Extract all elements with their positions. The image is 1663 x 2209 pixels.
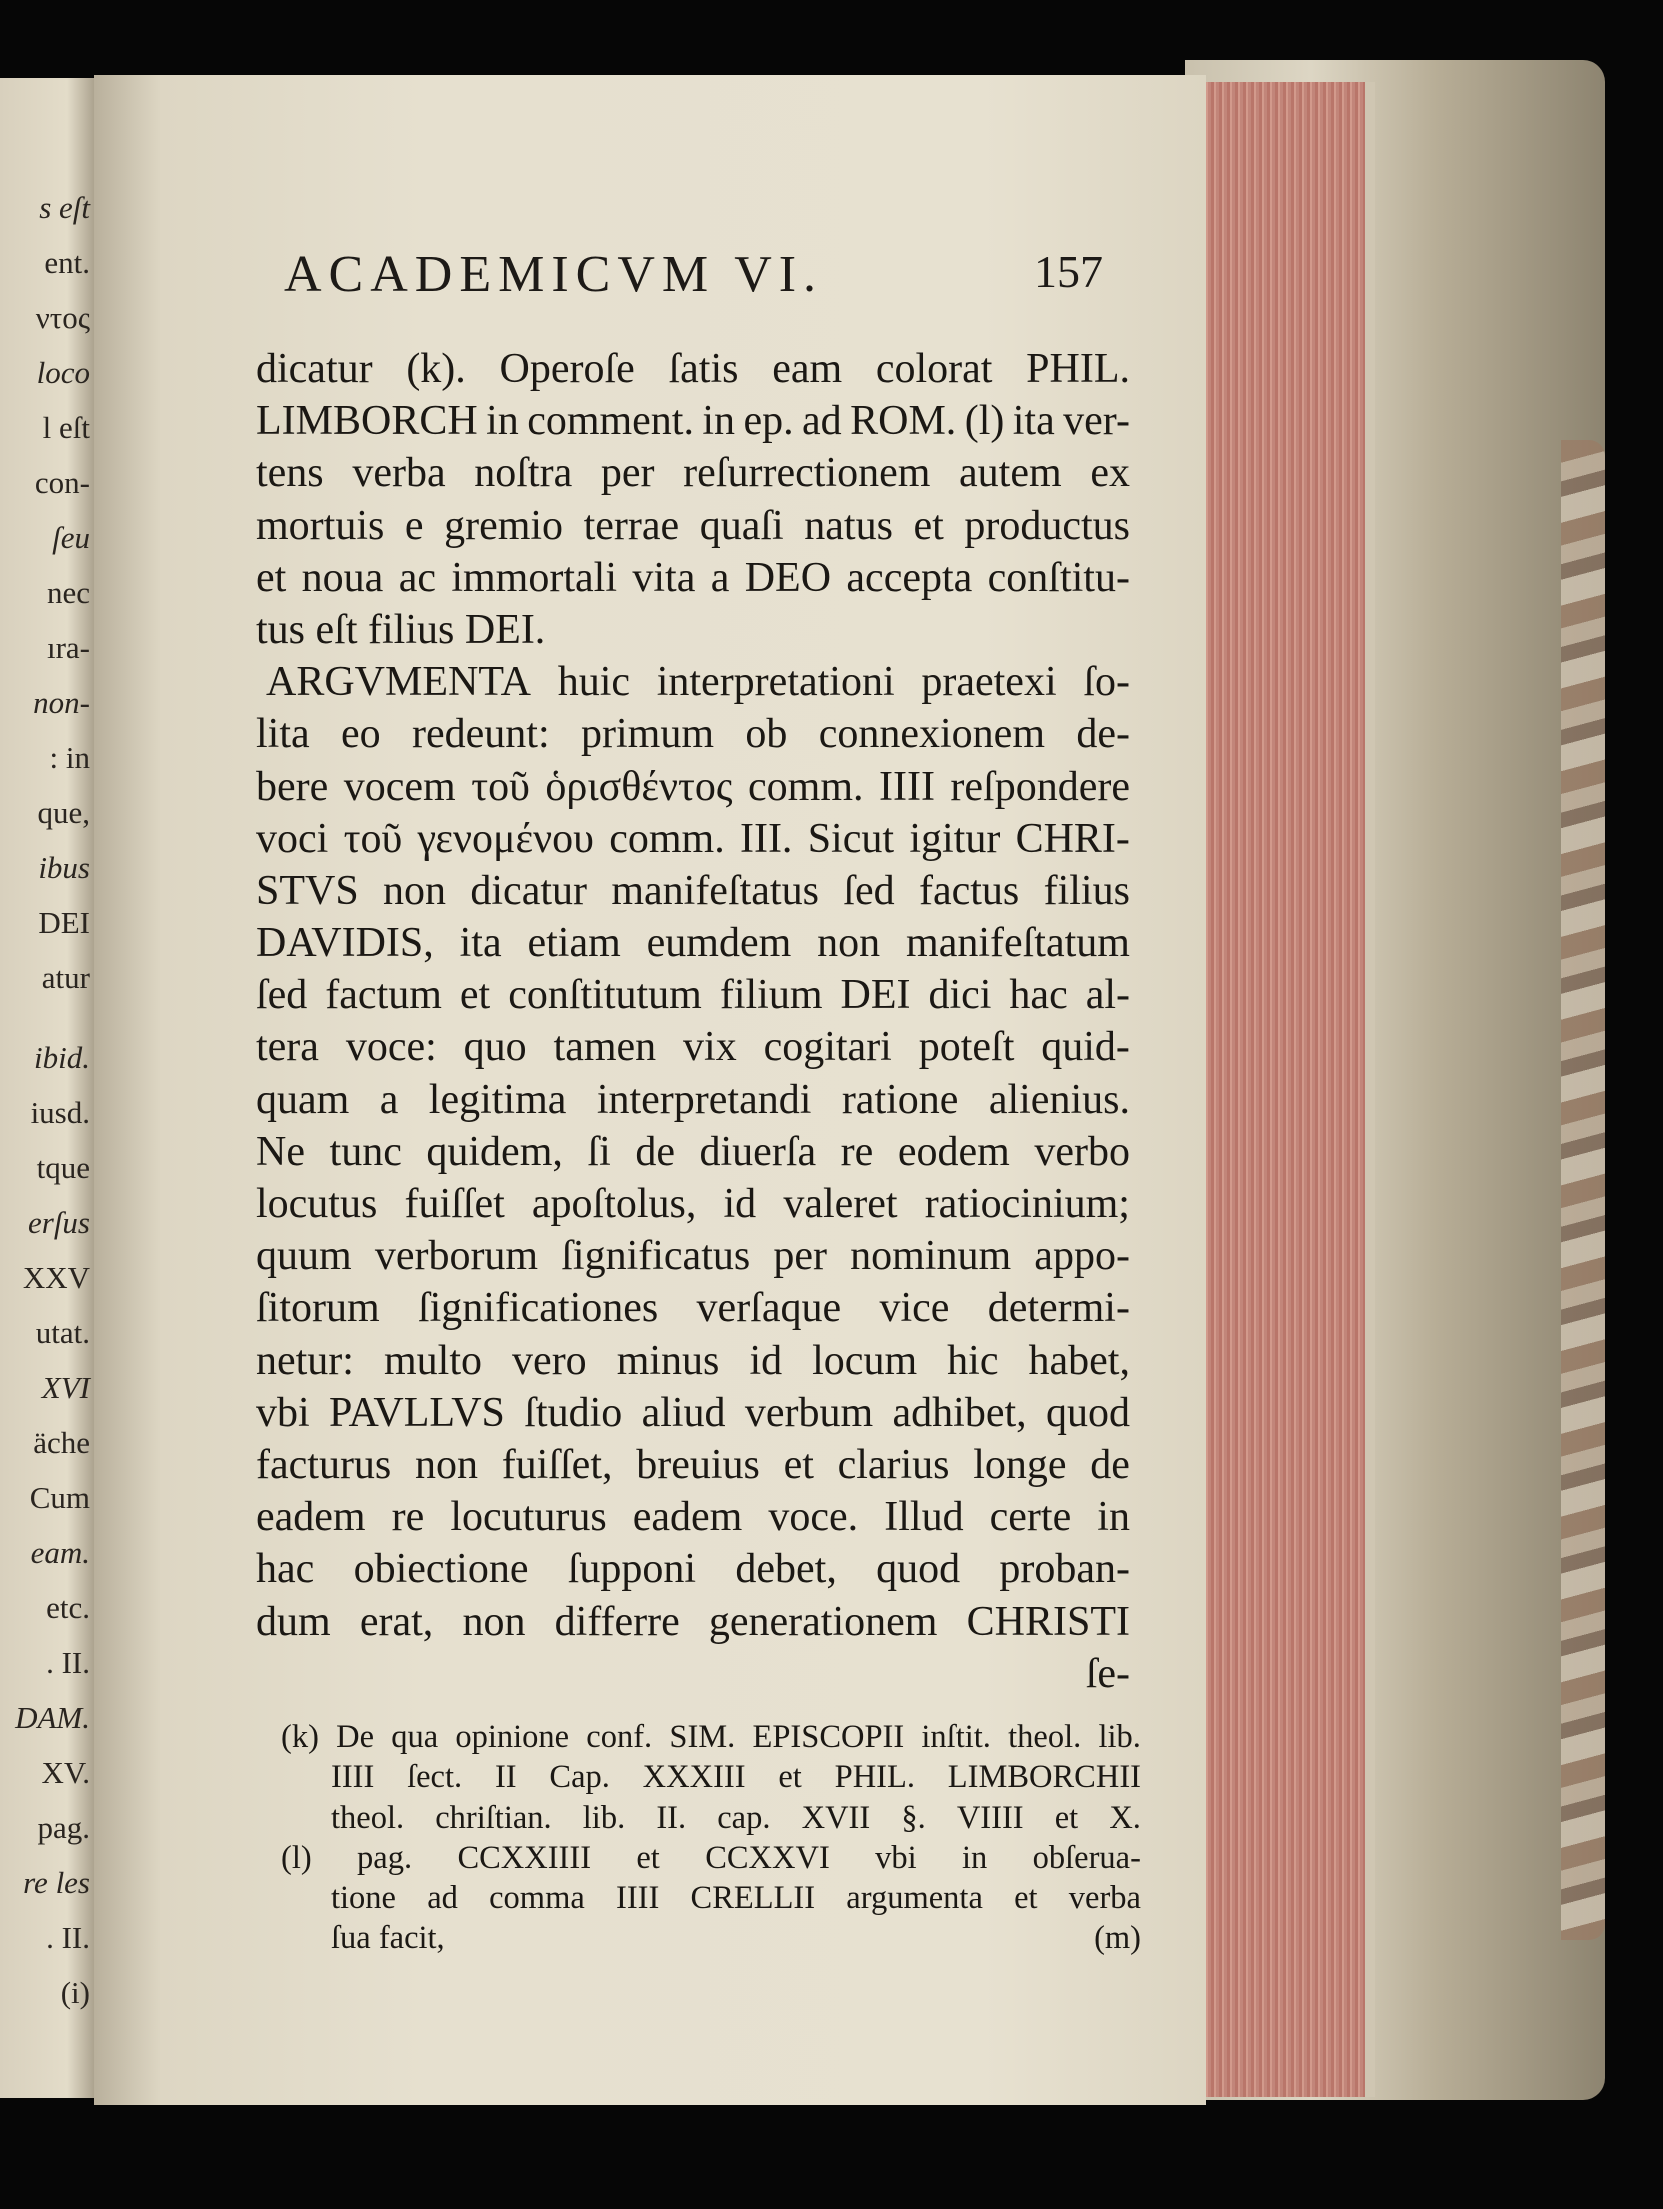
word: ex [1090, 450, 1130, 497]
word: generationem [708, 1598, 938, 1645]
word: CHRI- [1015, 815, 1130, 862]
word: quidem, [426, 1128, 563, 1175]
word: argumenta [846, 1880, 983, 1917]
word: quaſi [699, 502, 784, 549]
word: quid- [1041, 1024, 1130, 1071]
footnote-line [281, 1838, 1141, 1878]
word: DEO [744, 554, 832, 601]
word: filius [1043, 867, 1130, 914]
word: huic [557, 659, 630, 706]
word: de [1090, 1441, 1130, 1488]
word: fuiſſet, [501, 1441, 613, 1488]
word: determi- [987, 1285, 1130, 1332]
body-line [256, 1439, 1130, 1491]
left-page-fragment: tque [36, 1150, 90, 1185]
word: eodem [897, 1128, 1010, 1175]
word: ſed [256, 972, 308, 1019]
fore-edge-page-stack [1195, 82, 1375, 2097]
word: LIMBORCHII [947, 1759, 1141, 1796]
left-page-fragment: pag. [37, 1810, 90, 1845]
word: debet, [735, 1546, 837, 1593]
word: re [391, 1494, 425, 1541]
word: inſtit. [921, 1719, 991, 1755]
word: et [783, 1441, 814, 1488]
word: opinione [455, 1719, 570, 1755]
word: verba [1068, 1880, 1141, 1917]
word: STVS [256, 867, 359, 914]
word: (l) [964, 398, 1005, 445]
word: quum [256, 1233, 352, 1280]
word: proban- [999, 1546, 1130, 1593]
word: adhibet, [892, 1389, 1027, 1436]
word: cogitari [763, 1024, 892, 1071]
word: ſupponi [567, 1546, 697, 1593]
word: lita [256, 711, 310, 758]
word: III. [739, 815, 793, 862]
word: dici [928, 972, 992, 1019]
word: factus [918, 867, 1020, 914]
word: vita [632, 554, 696, 601]
word: DEI [840, 972, 911, 1019]
word: lib. [582, 1799, 626, 1836]
left-page-fragment: . II. [46, 1920, 90, 1955]
word: CRELLII [690, 1880, 816, 1917]
word: dicatur [256, 346, 373, 392]
word: productus [964, 502, 1130, 549]
word: PAVLLVS [329, 1389, 505, 1436]
body-line [256, 761, 1130, 813]
body-line [256, 1074, 1130, 1126]
body-line [256, 656, 1130, 708]
body-line [256, 1230, 1130, 1282]
body-line [256, 708, 1130, 760]
word: IIII [616, 1880, 660, 1917]
body-line [256, 1335, 1130, 1387]
word: dum [256, 1598, 331, 1645]
word: facturus [256, 1441, 392, 1488]
word: breuius [636, 1441, 760, 1488]
word: eo [341, 711, 381, 758]
word: redeunt: [412, 711, 550, 758]
running-title: ACADEMICVM VI. [284, 246, 824, 303]
left-page-fragment: ibus [38, 850, 90, 885]
word: autem [959, 450, 1062, 497]
word: ver- [1063, 398, 1130, 445]
word: multo [384, 1337, 483, 1384]
word: IIII [331, 1759, 375, 1796]
word: natus [804, 502, 893, 549]
word: conf. [586, 1719, 653, 1755]
word: legitima [428, 1076, 567, 1123]
body-line [256, 1491, 1130, 1543]
footnote-line [281, 1717, 1141, 1757]
word: II. [656, 1799, 687, 1836]
word: tens [256, 450, 324, 497]
word: appo- [1034, 1233, 1130, 1280]
word: id [749, 1337, 783, 1384]
word: SIM. [669, 1719, 736, 1755]
page-number: 157 [1034, 246, 1103, 297]
left-page-fragment: loco [36, 355, 90, 390]
word: eadem [632, 1494, 743, 1541]
word: in [486, 398, 519, 445]
word: vbi [256, 1389, 310, 1436]
body-line [256, 1282, 1130, 1334]
body-line [256, 1387, 1130, 1439]
left-page-fragment: DAM. [15, 1700, 90, 1735]
word: tamen [553, 1024, 657, 1071]
word: differre [554, 1598, 680, 1645]
catchword-text: ſe- [1085, 1650, 1130, 1697]
word: alienius. [988, 1076, 1130, 1123]
word: non [462, 1598, 526, 1645]
body-line [256, 917, 1130, 969]
body-line [256, 1596, 1130, 1648]
left-page-fragment: XVI [41, 1370, 90, 1405]
word: pag. [357, 1839, 413, 1876]
left-page-fragment: äche [33, 1425, 90, 1460]
word: tera [256, 1024, 319, 1071]
word: hac [1009, 972, 1068, 1019]
word: eumdem [646, 920, 792, 967]
word: γενομένου [417, 815, 594, 862]
word: non [817, 920, 881, 967]
word: immortali [451, 554, 617, 601]
word: etiam [527, 920, 621, 967]
word: minus [616, 1337, 720, 1384]
left-page-fragment: ent. [44, 245, 90, 280]
left-page-fragment: ντος [35, 300, 90, 335]
word: verbo [1034, 1128, 1130, 1175]
word: netur: [256, 1337, 354, 1384]
footnotes [281, 1717, 1141, 1959]
left-page-fragment: s eſt [39, 190, 90, 225]
word: ratione [841, 1076, 959, 1123]
body-line [256, 969, 1130, 1021]
word: comm. [609, 815, 725, 862]
word: hic [947, 1337, 999, 1384]
word: (k) [281, 1719, 319, 1755]
word: noua [301, 554, 384, 601]
word: voce: [345, 1024, 437, 1071]
word: obſerua- [1032, 1839, 1141, 1876]
word: tione [331, 1880, 396, 1917]
word: tunc [329, 1128, 402, 1175]
word: et [1054, 1799, 1079, 1836]
word: verſaque [696, 1285, 842, 1332]
word: a [379, 1076, 399, 1123]
word: et [459, 972, 491, 1019]
word: ſed [843, 867, 895, 914]
word: CHRISTI [966, 1598, 1130, 1645]
word: bere [256, 763, 329, 810]
word: interpretandi [596, 1076, 812, 1123]
left-page-fragment: eam. [30, 1535, 90, 1570]
word: conſtitutum [508, 972, 702, 1019]
left-page-fragment: ibid. [34, 1040, 90, 1075]
body-line [256, 865, 1130, 917]
word: XVII [801, 1799, 871, 1836]
word: e [404, 502, 424, 549]
word: et [913, 502, 944, 549]
word: in [1097, 1494, 1130, 1541]
word: clarius [837, 1441, 950, 1488]
word: locuturus [450, 1494, 607, 1541]
word: nominum [850, 1233, 1012, 1280]
word: comma [489, 1880, 585, 1917]
word: connexionem [818, 711, 1045, 758]
word: quam [256, 1076, 350, 1123]
word: non [414, 1441, 478, 1488]
word: vix [683, 1024, 737, 1071]
word: et [1014, 1880, 1038, 1917]
word: de- [1076, 711, 1130, 758]
body-line [256, 1021, 1130, 1073]
word: quod [1045, 1389, 1130, 1436]
left-page-fragment: ıra- [46, 630, 90, 665]
footnote-line [281, 1757, 1141, 1797]
word: ſo- [1083, 659, 1130, 706]
word: chriſtian. [435, 1799, 552, 1836]
word: PHIL. [1026, 346, 1130, 392]
word: ita [459, 920, 502, 967]
footnote-line [281, 1798, 1141, 1838]
word: re [840, 1128, 874, 1175]
word: ſect. [407, 1759, 463, 1796]
left-page-edge [0, 78, 96, 2098]
word: LIMBORCH [256, 398, 478, 445]
word: ita [1012, 398, 1055, 445]
word: cap. [717, 1799, 771, 1836]
word: ſignificatus [561, 1233, 751, 1280]
left-page-fragment: nec [46, 575, 90, 610]
word: ad [427, 1880, 458, 1917]
word: erat, [359, 1598, 434, 1645]
body-line [256, 1543, 1130, 1595]
body-line [256, 552, 1130, 604]
word: verba [352, 450, 446, 497]
word: et [778, 1759, 802, 1796]
word: τοῦ [343, 815, 403, 862]
body-line [256, 343, 1130, 395]
body-line [256, 395, 1130, 447]
left-page-fragment: atur [41, 960, 90, 995]
footnote-line: ſua facit, [331, 1920, 445, 1957]
word: (l) [281, 1839, 312, 1876]
marbled-edge [1561, 440, 1605, 1940]
word: X. [1109, 1799, 1141, 1836]
word: VIIII [956, 1799, 1024, 1836]
body-line [256, 447, 1130, 499]
word: locutus [256, 1181, 378, 1227]
word: vice [879, 1285, 950, 1332]
word: per [600, 450, 655, 497]
word: reſurrectionem [683, 450, 931, 497]
left-page-fragment: . II. [46, 1645, 90, 1680]
left-page-fragment: con- [34, 465, 90, 500]
word: theol. [331, 1799, 405, 1836]
word: DAVIDIS, [256, 920, 434, 967]
word: vero [512, 1337, 587, 1384]
left-page-fragment: iusd. [30, 1095, 90, 1130]
word: vbi [875, 1839, 917, 1876]
word: a [710, 554, 730, 601]
footnote-line [281, 1878, 1141, 1918]
word: theol. [1008, 1719, 1082, 1755]
left-page-fragment: l eſt [42, 410, 90, 445]
word: noſtra [474, 450, 573, 497]
word: primum [581, 711, 714, 758]
body-line: tus eſt filius DEI. [256, 606, 546, 653]
word: dicatur [470, 867, 587, 914]
word: conſtitu- [987, 554, 1130, 601]
word: quo [463, 1024, 527, 1071]
word: poteſt [918, 1024, 1015, 1071]
left-page-fragment: XV. [41, 1755, 90, 1790]
word: quod [876, 1546, 961, 1593]
word: ep. [743, 398, 794, 445]
left-page-fragment: non- [33, 685, 90, 720]
word: De [336, 1719, 375, 1755]
left-page-fragment: ſeu [52, 520, 90, 555]
word: EPISCOPII [752, 1719, 905, 1755]
footnote-last-line [281, 1918, 1141, 1958]
word: terrae [583, 502, 680, 549]
word: qua [391, 1719, 439, 1755]
word: in [962, 1839, 988, 1876]
word: aliud [641, 1389, 726, 1436]
word: ſignificationes [417, 1285, 659, 1332]
word: Cap. [549, 1759, 610, 1796]
word: vocem [343, 763, 456, 810]
word: eam [772, 346, 843, 392]
word: al- [1085, 972, 1130, 1019]
word: verbum [744, 1389, 874, 1436]
word: gremio [444, 502, 564, 549]
word: PHIL. [834, 1759, 915, 1796]
word: per [773, 1233, 827, 1280]
word: interpretationi [656, 659, 895, 706]
word: accepta [846, 554, 973, 601]
word: obiectione [353, 1546, 529, 1593]
word: certe [989, 1494, 1072, 1541]
body-line [256, 813, 1130, 865]
word: IIII [878, 763, 935, 810]
word: XXXIII [642, 1759, 746, 1796]
word: II [494, 1759, 517, 1796]
word: verborum [374, 1233, 539, 1280]
word: manifeſtatus [611, 867, 819, 914]
word: habet, [1028, 1337, 1130, 1384]
word: manifeſtatum [906, 920, 1130, 967]
word: ſitorum [256, 1285, 380, 1332]
word: de [635, 1128, 675, 1175]
body-line [256, 1178, 1130, 1230]
word: longe [973, 1441, 1067, 1488]
word: et [256, 554, 287, 601]
word: Operoſe [499, 346, 635, 392]
word: Illud [884, 1494, 964, 1541]
word: §. [901, 1799, 926, 1836]
left-page-fragment: re les [23, 1865, 90, 1900]
word: ὁρισθέντος [545, 763, 733, 810]
word: locum [812, 1337, 918, 1384]
word: Sicut [807, 815, 895, 862]
left-page-fragment: : in [49, 740, 90, 775]
word: et [636, 1839, 660, 1876]
word: fuiſſet [404, 1181, 505, 1227]
body-line [256, 1126, 1130, 1178]
word: reſpondere [950, 763, 1130, 810]
word: ob [745, 711, 788, 758]
word: ac [398, 554, 436, 601]
word: ROM. [850, 398, 957, 445]
word: ratiocinium; [924, 1181, 1130, 1227]
book-page [94, 75, 1206, 2105]
word: colorat [875, 346, 993, 392]
word: eadem [256, 1494, 366, 1541]
word: Ne [256, 1128, 305, 1175]
word: ſatis [668, 346, 739, 392]
word: factum [325, 972, 442, 1019]
catchword [256, 1648, 1130, 1700]
left-page-fragment: XXV [22, 1260, 90, 1295]
word: praetexi [921, 659, 1057, 706]
word: comment. [527, 398, 694, 445]
left-page-fragment: erſus [28, 1205, 90, 1240]
body-text [256, 343, 1130, 1700]
left-page-fragment: que, [37, 795, 90, 830]
word: apoſtolus, [531, 1181, 697, 1227]
word: CCXXIIII [457, 1839, 592, 1876]
left-page-fragment: etc. [46, 1590, 90, 1625]
word: voce. [768, 1494, 859, 1541]
word: ad [802, 398, 842, 445]
footnote-signature: (m) [1094, 1920, 1141, 1957]
word: valeret [783, 1181, 898, 1227]
word: diuerſa [699, 1128, 817, 1175]
word: τοῦ [471, 763, 530, 810]
page-header [94, 245, 1206, 315]
left-page-fragment: (i) [60, 1975, 90, 2010]
word: mortuis [256, 502, 385, 549]
word: (k). [406, 346, 466, 392]
word: non [383, 867, 447, 914]
body-line [256, 500, 1130, 552]
word: CCXXVI [705, 1839, 830, 1876]
word: ARGVMENTA [266, 659, 531, 706]
word: ſtudio [524, 1389, 623, 1436]
word: comm. [748, 763, 864, 810]
word: id [723, 1181, 757, 1227]
word: hac [256, 1546, 315, 1593]
word: filium [719, 972, 823, 1019]
word: lib. [1098, 1719, 1141, 1755]
word: igitur [909, 815, 1001, 862]
left-page-fragment: Cum [29, 1480, 90, 1515]
word: in [702, 398, 736, 445]
word: ſi [587, 1128, 611, 1175]
left-page-fragment: DEI [38, 905, 90, 940]
left-page-fragment: utat. [35, 1315, 90, 1350]
word: voci [256, 815, 329, 862]
